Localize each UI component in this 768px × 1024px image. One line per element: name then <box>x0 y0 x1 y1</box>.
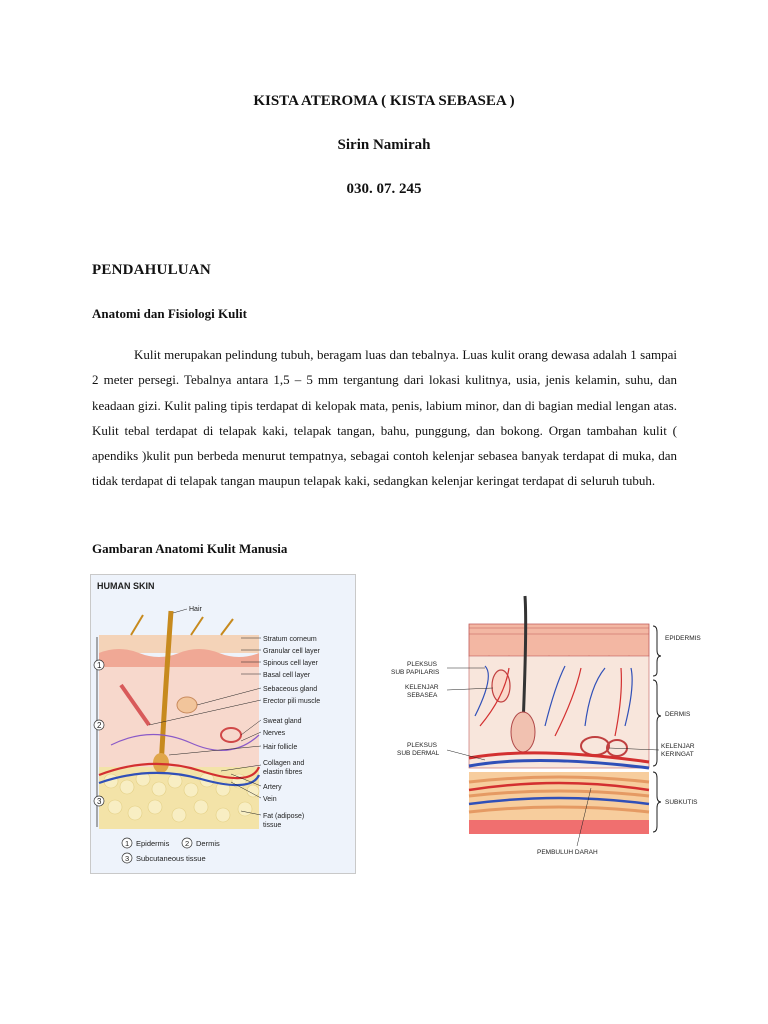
label-artery: Artery <box>263 784 282 791</box>
layer-number-1: 1 <box>97 661 102 670</box>
section-heading: PENDAHULUAN <box>92 262 211 278</box>
label-kelenjar-sebasea-2: SEBASEA <box>407 692 438 699</box>
label-pleksus-sub-dermal-1: PLEKSUS <box>407 742 437 749</box>
svg-text:1: 1 <box>125 839 130 848</box>
label-hair-follicle: Hair follicle <box>263 744 298 751</box>
label-pleksus-sub-dermal-2: SUB DERMAL <box>397 750 440 757</box>
label-basal-cell-layer: Basal cell layer <box>263 672 311 679</box>
label-tissue: tissue <box>263 822 282 829</box>
label-epidermis: EPIDERMIS <box>665 635 701 642</box>
label-kelenjar-sebasea-1: KELENJAR <box>405 684 439 691</box>
label-pembuluh-darah: PEMBULUH DARAH <box>537 849 598 856</box>
label-pleksus-sub-papilaris-2: SUB PAPILARIS <box>391 669 440 676</box>
label-elastin-fibres: elastin fibres <box>263 769 303 776</box>
label-kelenjar-keringat-2: KERINGAT <box>661 751 694 758</box>
layer-number-3: 3 <box>97 797 102 806</box>
label-granular-cell-layer: Granular cell layer <box>263 648 320 655</box>
label-pleksus-sub-papilaris-1: PLEKSUS <box>407 661 437 668</box>
label-hair: Hair <box>189 606 202 613</box>
label-kelenjar-keringat-1: KELENJAR <box>661 743 695 750</box>
legend-subcutaneous: Subcutaneous tissue <box>136 854 206 863</box>
label-spinous-cell-layer: Spinous cell layer <box>263 660 318 667</box>
svg-text:2: 2 <box>185 839 190 848</box>
author-name: Sirin Namirah <box>337 137 431 153</box>
diagram-title: HUMAN SKIN <box>97 581 155 591</box>
label-stratum-corneum: Stratum corneum <box>263 636 317 643</box>
legend-dermis: Dermis <box>196 839 220 848</box>
label-sebaceous-gland: Sebaceous gland <box>263 686 318 693</box>
label-collagen: Collagen and <box>263 760 305 767</box>
label-vein: Vein <box>263 796 277 803</box>
label-subkutis: SUBKUTIS <box>665 799 698 806</box>
human-skin-diagram <box>90 574 356 874</box>
layer-number-2: 2 <box>97 721 102 730</box>
body-paragraph: Kulit merupakan pelindung tubuh, beragam luas dan tebalnya. Luas kulit orang dewasa adalah 1 sampai 2 meter persegi. Tebalnya antara 1,5 – 5 mm tergantung dari lokasi kulitnya, usia, jenis kelamin, suhu, dan keadaan gizi. Kulit paling tipis terdapat di kelopak mata, penis, labium minor, dan di bagian medial lengan atas. Kulit tebal terdapat di telapak kaki, telapak tangan, bahu, punggung, dan bokong. Organ tambahan kulit ( apendiks )kulit pun berbeda menurut tempatnya, sebagai contoh kelenjar sebasea banyak terdapat di muka, dan tidak terdapat di telapak tangan maupun telapak kaki, sedangkan kelenjar keringat terdapat di seluruh tubuh. <box>92 347 677 489</box>
subsection-heading: Anatomi dan Fisiologi Kulit <box>92 306 247 321</box>
label-sweat-gland: Sweat gland <box>263 718 302 725</box>
label-fat: Fat (adipose) <box>263 813 305 820</box>
svg-text:3: 3 <box>125 854 130 863</box>
skin-cross-section-diagram <box>385 576 705 860</box>
student-id: 030. 07. 245 <box>346 181 422 197</box>
label-erector-pili-muscle: Erector pili muscle <box>263 698 321 705</box>
label-nerves: Nerves <box>263 730 286 737</box>
label-dermis: DERMIS <box>665 711 691 718</box>
figure-heading: Gambaran Anatomi Kulit Manusia <box>92 541 288 556</box>
document-title: KISTA ATEROMA ( KISTA SEBASEA ) <box>253 93 515 109</box>
legend-epidermis: Epidermis <box>136 839 170 848</box>
